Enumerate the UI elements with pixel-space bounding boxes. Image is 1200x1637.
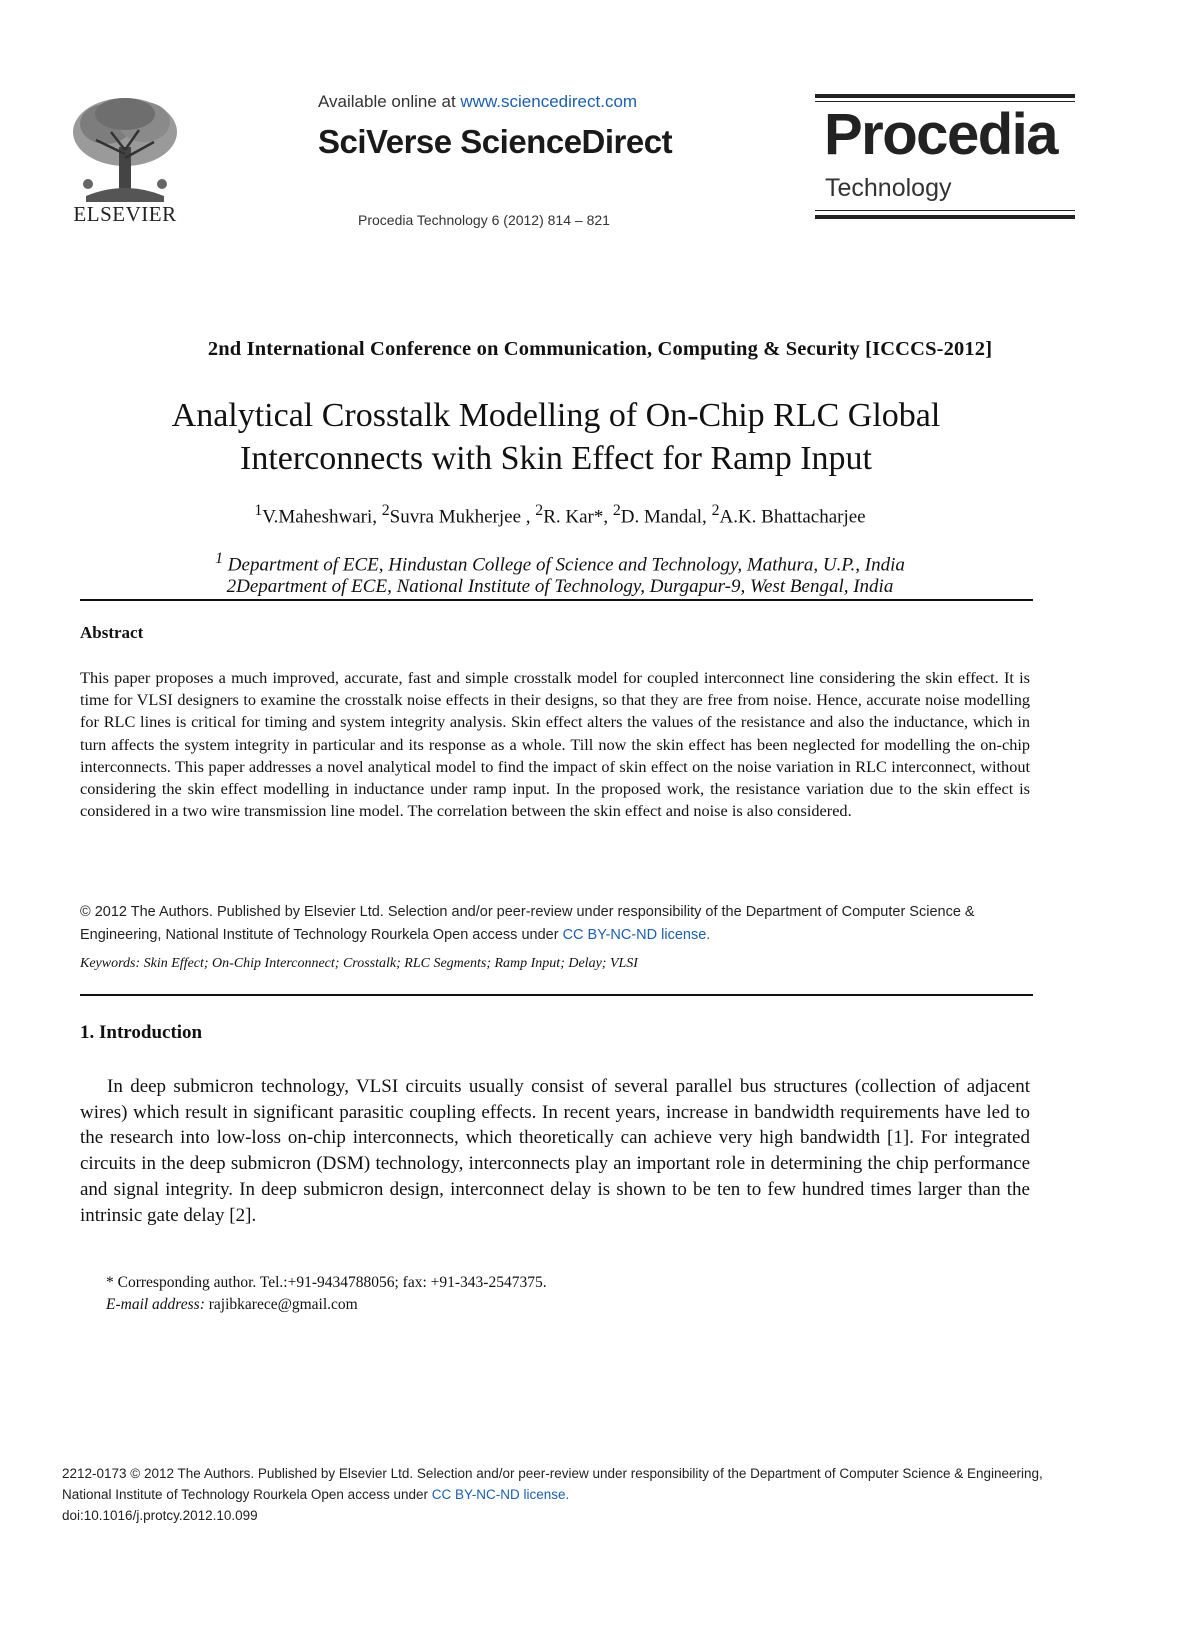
open-access-label: Open access under [432, 927, 563, 943]
author-sup: 2 [535, 502, 544, 519]
procedia-logo-subtitle: Technology [825, 174, 952, 202]
available-online-line [318, 92, 637, 112]
elsevier-wordmark: ELSEVIER [73, 202, 177, 226]
affiliation-sup: 1 [215, 550, 224, 567]
license-link[interactable]: CC BY-NC-ND license. [562, 927, 711, 943]
affiliation-text: 2Department of ECE, National Institute of Technology, Durgapur-9, West Bengal, India [226, 576, 894, 597]
procedia-bottom-rule-thin [815, 210, 1075, 211]
email-label: E-mail address: [106, 1296, 205, 1313]
copyright-notice [80, 901, 1060, 947]
journal-reference: Procedia Technology 6 (2012) 814 – 821 [358, 212, 610, 228]
author-name: A.K. Bhattacharjee [719, 506, 866, 528]
abstract-body: This paper proposes a much improved, accurate, fast and simple crosstalk model for coupled interconnect line considering the skin effect. It is time for VLSI designers to examine the crosstalk noise effects in their designs, so that they are free from noise. Hence, accurate noise modelling for RLC lines is critical for timing and system integrity analysis. Skin effect alters the values of the resistance and also the inductance, which in turn affects the system integrity in particular and its response as a whole. Till now the skin effect has been neglected for modelling the on-chip interconnects. This paper addresses a novel analytical model to find the impact of skin effect on the noise variation in RLC interconnect, without considering the skin effect modelling in inductance under ramp input. In the proposed work, the resistance variation due to the skin effect is considered in a two wire transmission line model. The correlation between the skin effect and noise is also considered. [80, 668, 1030, 821]
procedia-bottom-rule-thick [815, 215, 1075, 219]
author-sup: 2 [711, 502, 720, 519]
footer-open-access-label: Open access under [310, 1487, 432, 1502]
author-sup: 1 [254, 502, 263, 519]
author-name: V.Maheshwari, [262, 506, 382, 528]
procedia-top-rule-thick [815, 94, 1075, 98]
footer-copyright-text: 2212-0173 © 2012 The Authors. Published by Elsevier Ltd. Selection and/or peer-review under responsibility of the Department of Computer Science & Engineering, National Institute of Technology Rourkela [62, 1466, 1043, 1502]
footer-license-link[interactable]: CC BY-NC-ND license. [431, 1487, 570, 1502]
header-divider [80, 599, 1033, 601]
abstract-heading: Abstract [80, 623, 144, 642]
corresponding-author-footnote [106, 1272, 547, 1316]
affiliation-2 [0, 576, 1120, 598]
introduction-body: In deep submicron technology, VLSI circuits usually consist of several parallel bus structures (collection of adjacent wires) which result in significant parasitic coupling effects. In recent years, increase in bandwidth requirements have led to the research into low-loss on-chip interconnects, which theoretically can achieve very high bandwidth [1]. For integrated circuits in the deep submicron (DSM) technology, interconnects play an important role in determining the chip performance and signal integrity. In deep submicron design, interconnect delay is shown to be ten to few hundred times larger than the intrinsic gate delay [2]. [80, 1076, 1030, 1226]
paper-title-line-2: Interconnects with Skin Effect for Ramp Input [240, 440, 872, 477]
author-sup: 2 [612, 502, 621, 519]
author-sup: 2 [381, 502, 390, 519]
paper-title [0, 394, 1112, 480]
author-name: D. Mandal, [620, 506, 712, 528]
footer-doi: doi:10.1016/j.protcy.2012.10.099 [62, 1508, 258, 1523]
corresponding-author-line: * Corresponding author. Tel.:+91-9434788056; fax: +91-343-2547375. [106, 1274, 547, 1291]
introduction-heading: 1. Introduction [80, 1022, 203, 1043]
available-online-label: Available online at [318, 92, 461, 111]
author-name: Suvra Mukherjee , [389, 506, 536, 528]
sciverse-sciencedirect-logo: SciVerse ScienceDirect [318, 123, 673, 160]
email-line [106, 1294, 547, 1316]
sciencedirect-link[interactable]: www.sciencedirect.com [460, 92, 638, 111]
affiliation-1 [0, 550, 1120, 576]
procedia-logo-title: Procedia [824, 102, 1057, 167]
author-list [0, 502, 1120, 528]
copyright-text: © 2012 The Authors. Published by Elsevier Ltd. Selection and/or peer-review under responsibility of the Department of Computer Science & Engineering, National Institute of Technology Rourkela [80, 904, 975, 943]
abstract-divider [80, 994, 1033, 996]
keywords: Keywords: Skin Effect; On-Chip Interconnect; Crosstalk; RLC Segments; Ramp Input; Delay; VLSI [80, 956, 638, 971]
tree-icon [66, 92, 184, 204]
page-footer [62, 1463, 1092, 1526]
email-address: rajibkarece@gmail.com [204, 1296, 358, 1313]
author-name: R. Kar*, [543, 506, 613, 528]
conference-name: 2nd International Conference on Communication, Computing & Security [ICCCS-2012] [207, 338, 993, 360]
paper-title-line-1: Analytical Crosstalk Modelling of On-Chip RLC Global [171, 397, 941, 434]
footer-copyright [62, 1463, 1092, 1505]
affiliation-text: Department of ECE, Hindustan College of Science and Technology, Mathura, U.P., India [223, 554, 905, 576]
